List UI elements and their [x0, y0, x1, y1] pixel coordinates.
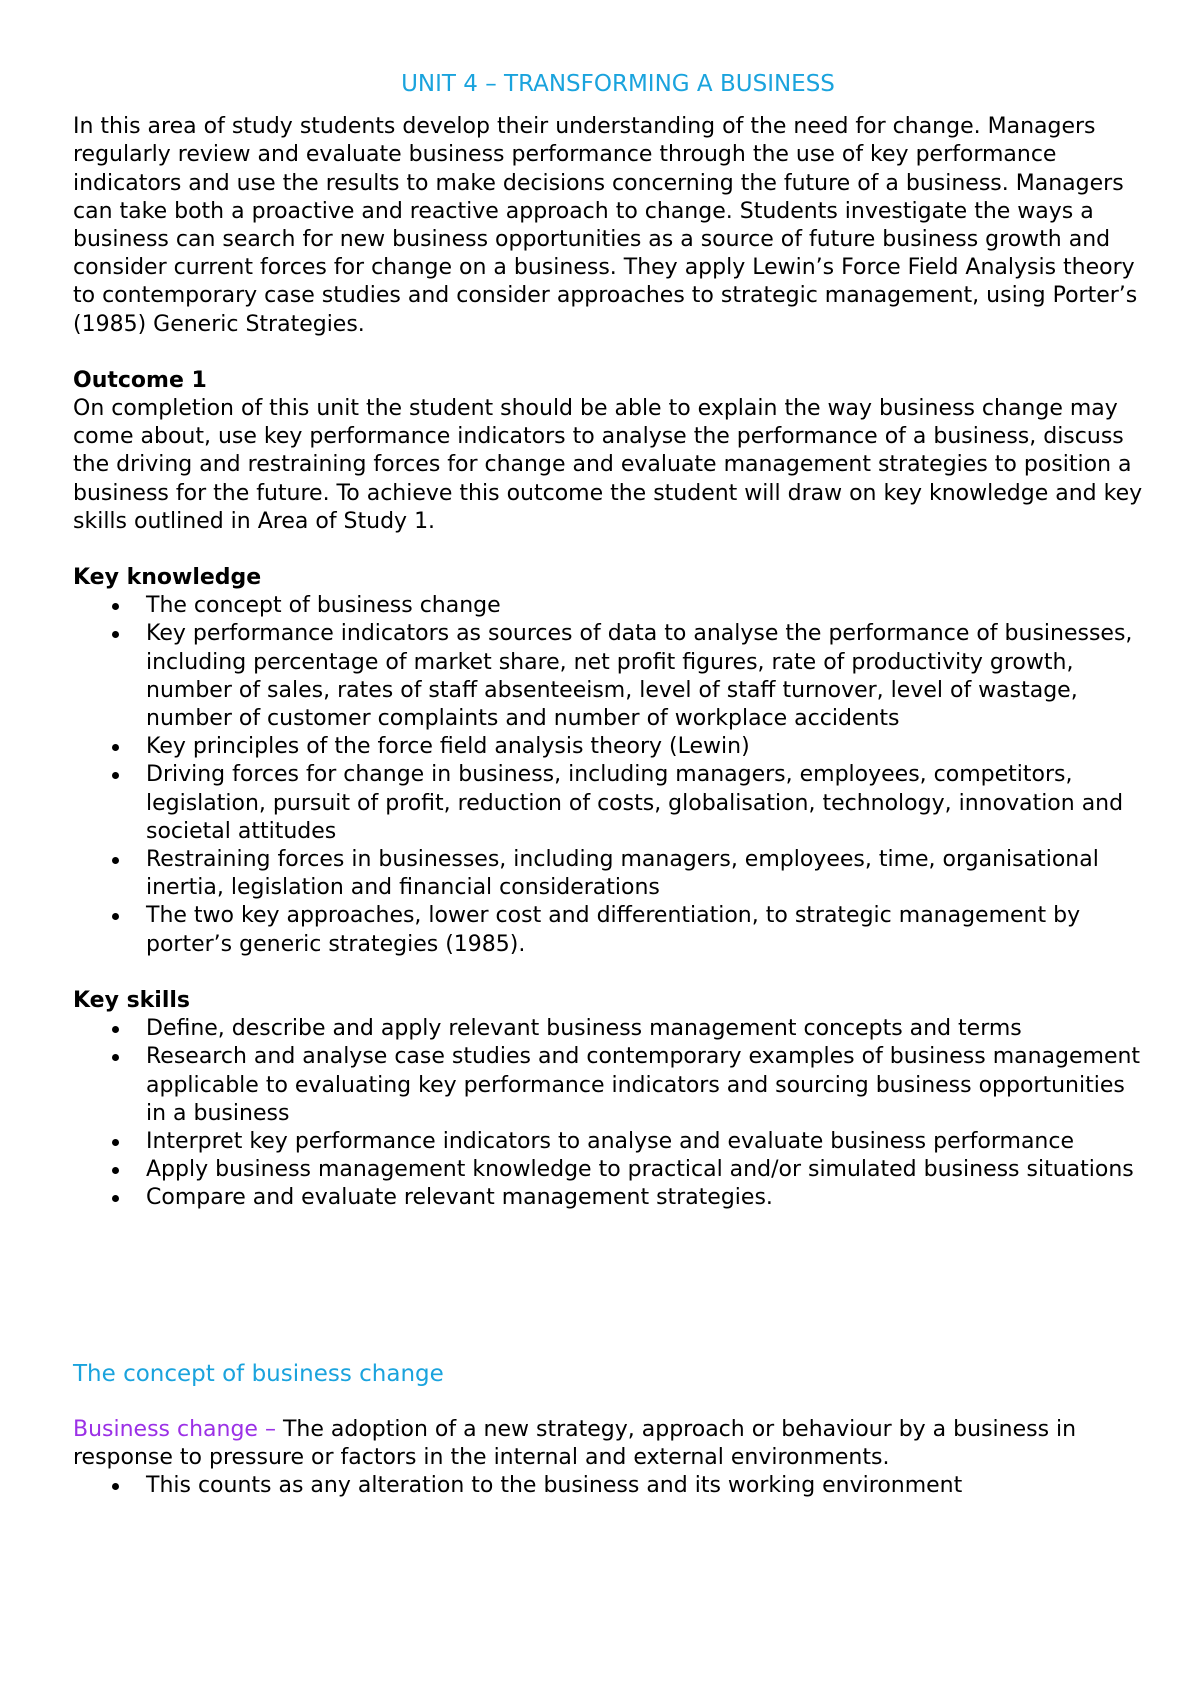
intro-paragraph: In this area of study students develop their understanding of the need for change. Managers regularly review and evaluate business performance through the use of key performance indicators and use the results to make decisions concerning the future of a business. Managers can take both a proactive and reactive approach to change. Students investigate the ways a business can search for new business opportunities as a source of future business growth and consider current forces for change on a business. They apply Lewin’s Force Field Analysis theory to contemporary case studies and consider approaches to strategic management, using Porter’s (1985) Generic Strategies. [73, 114, 1138, 337]
list-item: Driving forces for change in business, including managers, employees, competitors, legislation, pursuit of profit, reduction of costs, globalisation, technology, innovation and societal attitudes [73, 761, 1143, 846]
definition-term: Business change – [73, 1416, 276, 1442]
key-skills-list [73, 1015, 1143, 1212]
concept-section-heading: The concept of business change [73, 1360, 444, 1387]
list-item: The concept of business change [73, 592, 1143, 620]
list-item: Research and analyse case studies and contemporary examples of business management applicable to evaluating key performance indicators and sourcing business opportunities in a business [73, 1043, 1143, 1128]
list-item: Interpret key performance indicators to analyse and evaluate business performance [73, 1128, 1143, 1156]
key-knowledge-heading: Key knowledge [73, 565, 262, 591]
list-item: Define, describe and apply relevant business management concepts and terms [73, 1015, 1143, 1043]
list-item: Apply business management knowledge to practical and/or simulated business situations [73, 1156, 1143, 1184]
list-item: Key principles of the force field analysis theory (Lewin) [73, 733, 1143, 761]
list-item: This counts as any alteration to the business and its working environment [73, 1472, 1143, 1500]
document-page [73, 70, 1143, 1500]
outcome-paragraph: On completion of this unit the student should be able to explain the way business change may come about, use key performance indicators to analyse the performance of a business, discuss the driving and restraining forces for change and evaluate management strategies to position a business for the future. To achieve this outcome the student will draw on key knowledge and key skills outlined in Area of Study 1. [73, 396, 1143, 534]
business-change-definition [73, 1416, 1143, 1472]
list-item: Restraining forces in businesses, including managers, employees, time, organisational inertia, legislation and financial considerations [73, 846, 1143, 902]
definition-text: The adoption of a new strategy, approach or behaviour by a business in response to pressure or factors in the internal and external environments. [73, 1416, 1077, 1470]
concept-list [73, 1472, 1143, 1500]
outcome-heading: Outcome 1 [73, 367, 207, 393]
list-item: Key performance indicators as sources of data to analyse the performance of businesses, including percentage of market share, net profit figures, rate of productivity growth, number of sales, rates of staff absenteeism, level of staff turnover, level of wastage, number of customer complaints and number of workplace accidents [73, 620, 1143, 733]
key-skills-heading: Key skills [73, 987, 191, 1013]
key-knowledge-list [73, 592, 1143, 959]
list-item: The two key approaches, lower cost and differentiation, to strategic management by porter’s generic strategies (1985). [73, 902, 1143, 958]
document-title: UNIT 4 – TRANSFORMING A BUSINESS [401, 71, 835, 97]
list-item: Compare and evaluate relevant management strategies. [73, 1184, 1143, 1212]
